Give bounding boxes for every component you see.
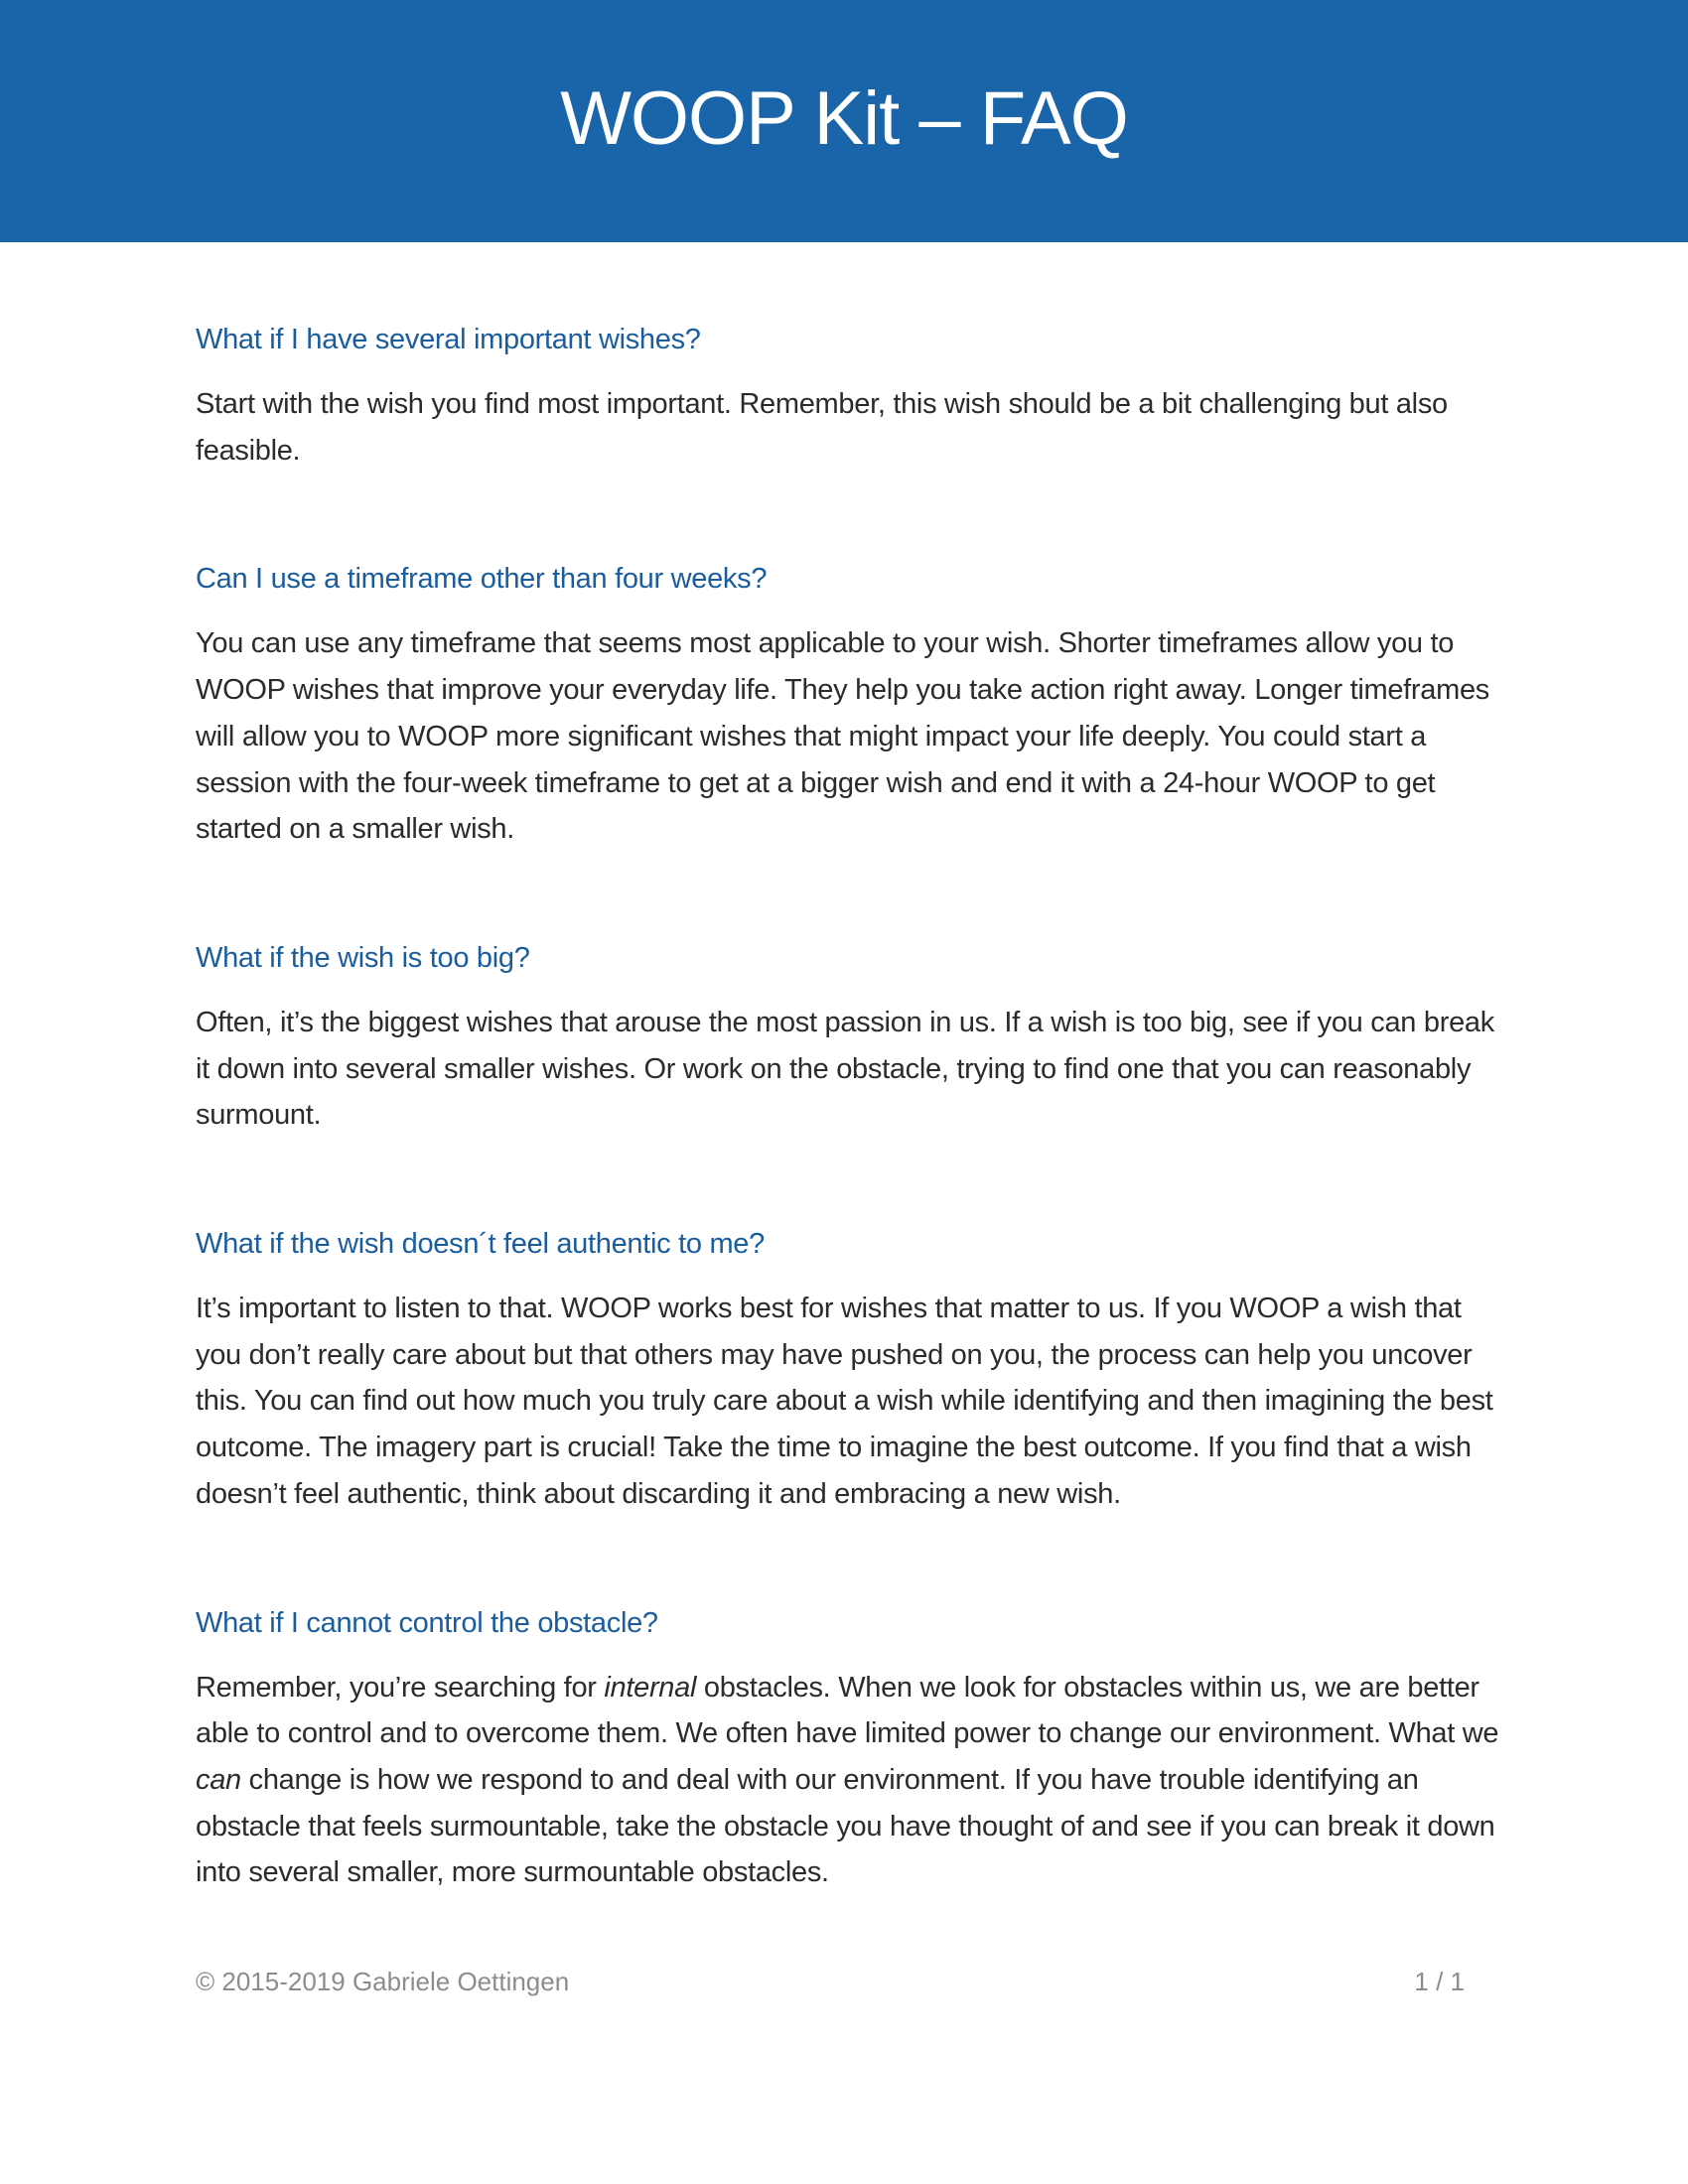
- answer-text: It’s important to listen to that. WOOP works best for wishes that matter to us. If you WOOP a wish that you don’t really care about but that others may have pushed on you, the process can help you uncover this. You can find out how much you truly care about a wish while identifying and then imagining the best outcome. The imagery part is crucial! Take the time to imagine the best outcome. If you find that a wish doesn’t feel authentic, think about discarding it and embracing a new wish.: [196, 1293, 1493, 1510]
- faq-answer: [196, 1000, 1506, 1139]
- answer-text: Start with the wish you find most important. Remember, this wish should be a bit challenging but also feasible.: [196, 388, 1448, 467]
- answer-text: You can use any timeframe that seems most applicable to your wish. Shorter timeframes allow you to WOOP wishes that improve your everyday life. They help you take action right away. Longer timeframes will allow you to WOOP more significant wishes that might impact your life deeply. You could start a session with the four-week timeframe to get at a bigger wish and end it with a 24-hour WOOP to get started on a smaller wish.: [196, 627, 1489, 846]
- faq-answer: [196, 1286, 1506, 1518]
- header-banner: [0, 0, 1688, 242]
- faq-item: [196, 320, 1506, 474]
- answer-text: Remember, you’re searching for: [196, 1671, 605, 1704]
- faq-answer: [196, 381, 1506, 474]
- faq-item: [196, 559, 1506, 853]
- faq-list: [196, 320, 1506, 1981]
- faq-question: What if I have several important wishes?: [196, 324, 701, 355]
- faq-item: [196, 1603, 1506, 1897]
- document-title: WOOP Kit – FAQ: [560, 76, 1128, 161]
- faq-question: What if the wish is too big?: [196, 941, 530, 974]
- faq-question: What if the wish doesn´t feel authentic to me?: [196, 1228, 765, 1261]
- faq-item: [196, 938, 1506, 1139]
- page-number: 1 / 1: [1414, 1967, 1465, 1996]
- page-footer: [196, 1964, 1465, 1999]
- answer-text: Often, it’s the biggest wishes that arouse the most passion in us. If a wish is too big, see if you can break it down into several smaller wishes. Or work on the obstacle, trying to find one that you can reasonably surmount.: [196, 1006, 1494, 1132]
- emphasized-text: can: [196, 1763, 241, 1796]
- faq-question: What if I cannot control the obstacle?: [196, 1606, 658, 1639]
- faq-question: Can I use a timeframe other than four weeks?: [196, 563, 768, 596]
- answer-text: change is how we respond to and deal with our environment. If you have trouble identifying an obstacle that feels surmountable, take the obstacle you have thought of and see if you can break it down into several smaller, more surmountable obstacles.: [196, 1763, 1495, 1889]
- emphasized-text: internal: [604, 1671, 697, 1704]
- faq-answer: [196, 1665, 1506, 1897]
- faq-answer: [196, 620, 1506, 853]
- faq-item: [196, 1224, 1506, 1518]
- answer-text: obstacles. When we look for obstacles within us, we are better able to control and to overcome them. We often have limited power to change our environment. What we: [196, 1671, 1499, 1750]
- copyright-notice: © 2015-2019 Gabriele Oettingen: [196, 1967, 570, 1996]
